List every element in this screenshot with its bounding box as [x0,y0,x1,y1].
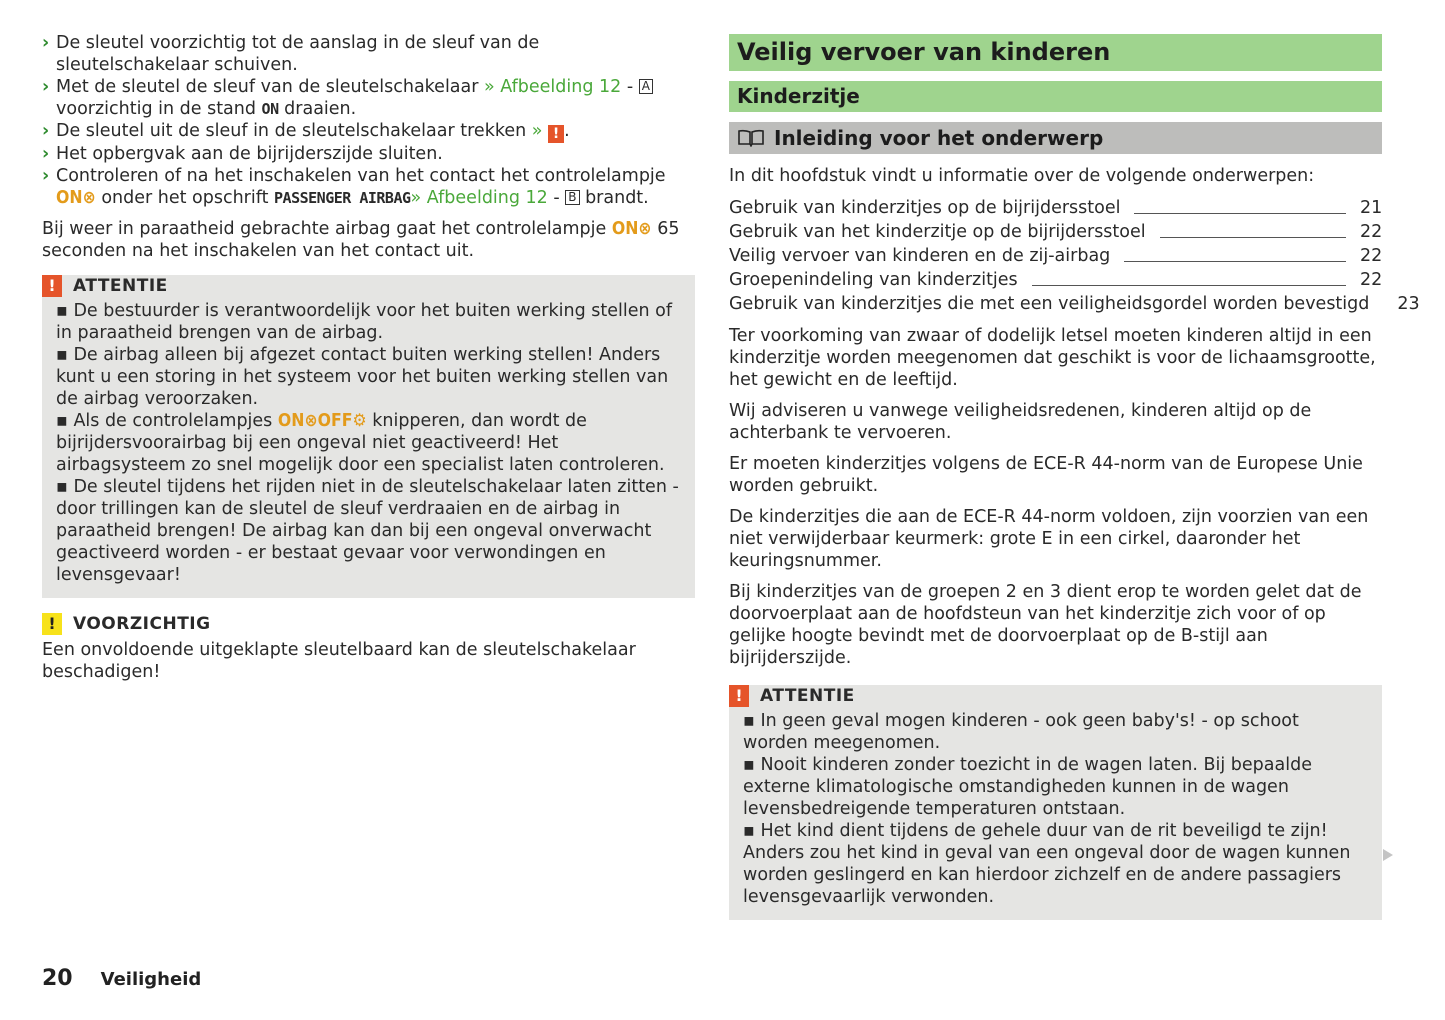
airbag-symbol-icon: ⊗ [638,219,652,239]
warning-item: ▪ De bestuurder is verantwoordelijk voor het buiten werking stellen of in paraatheid brengen van de airbag. [56,301,673,343]
figure-label-box: B [565,190,579,205]
body-paragraph: De kinderzitjes die aan de ECE-R 44-norm voldoen, zijn voorzien van een niet verwijderbaar keurmerk: grote E in een cirkel, daaronder het keuringsnummer. [729,507,1369,571]
page-number: 20 [42,966,73,991]
toc-row[interactable]: Veilig vervoer van kinderen en de zij-airbag 22 [729,246,1383,266]
chevron-right-icon: › [42,77,50,97]
passenger-airbag-label: PASSENGER AIRBAG [274,189,411,207]
airbag-symbol-icon: ⊗ [304,411,318,431]
chevron-right-icon: › [42,166,50,186]
left-column [42,32,695,683]
toc-row[interactable]: Groepenindeling van kinderzitjes 22 [729,270,1383,290]
section-heading: Kinderzitje [729,81,1382,112]
airbag-on-indicator-icon: ON [56,188,83,208]
warning-icon: ! [729,685,749,707]
figure-link[interactable]: » Afbeelding 12 [484,77,622,97]
section-name: Veiligheid [100,969,202,990]
warning-title: ATTENTIE [73,276,168,296]
warning-title: ATTENTIE [760,686,855,706]
toc-row[interactable]: Gebruik van kinderzitjes op de bijrijdersstoel 21 [729,198,1383,218]
right-column [729,34,1420,920]
body-paragraph: Wij adviseren u vanwege veiligheidsredenen, kinderen altijd op de achterbank te vervoeren. [729,401,1312,443]
toc-row[interactable]: Gebruik van kinderzitjes die met een veiligheidsgordel worden bevestigd 23 [729,294,1420,314]
topic-list [729,196,1420,316]
step-4: › Het opbergvak aan de bijrijderszijde sluiten. [42,144,443,164]
step-3: › De sleutel uit de sleuf in de sleutelschakelaar trekken » ! . [42,121,570,142]
airbag-symbol-icon: ⊗ [82,188,96,208]
topic-heading: Inleiding voor het onderwerp [729,122,1382,154]
warning-header [42,275,681,297]
warning-icon: ! [42,275,62,297]
step-2: › Met de sleutel de sleuf van de sleutelschakelaar » Afbeelding 12 - A voorzichtig in de stand ON draaien. [42,76,695,120]
warning-item: ▪ De airbag alleen bij afgezet contact buiten werking stellen! Anders kunt u een storing in het systeem voor het buiten werking stellen van de airbag veroorzaken. [56,345,669,409]
warning-header [729,685,1368,707]
warning-link[interactable]: » [531,121,543,141]
chevron-right-icon: › [42,33,50,53]
caution-text: Een onvoldoende uitgeklapte sleutelbaard kan de sleutelschakelaar beschadigen! [42,640,636,682]
warning-item: ▪ De sleutel tijdens het rijden niet in de sleutelschakelaar laten zitten - door trillingen kan de sleutel de sleuf verdraaien en de airbag in paraatheid brengen! De airbag kan dan bij een ongeval onverwacht geactiveerd worden - er bestaat gevaar voor verwondingen en levensgevaar! [56,477,679,585]
on-indicator: ON [261,100,279,118]
body-paragraph: Bij kinderzitjes van de groepen 2 en 3 dient erop te worden gelet dat de doorvoerplaat aan de hoofdsteun van het kinderzitje zich voor of op gelijke hoogte bevindt met de doorvoerplaat op de B-stijl aan bijrijderszijde. [729,582,1362,668]
caution-icon: ! [42,613,62,635]
warning-box [729,685,1382,920]
warning-box [42,275,695,598]
figure-label-box: A [639,79,653,94]
figure-link[interactable]: » Afbeelding 12 [410,188,548,208]
toc-row[interactable]: Gebruik van het kinderzitje op de bijrijdersstoel 22 [729,222,1383,242]
body-paragraph: Bij weer in paraatheid gebrachte airbag gaat het controlelampje ON⊗ 65 seconden na het inschakelen van het contact uit. [42,219,680,261]
warning-item: ▪ Het kind dient tijdens de gehele duur van de rit beveiligd te zijn! Anders zou het kind in geval van een ongeval door de wagen kunnen worden geslingerd en kan hierdoor zichzelf en de andere passagiers levensgevaarlijk verwonden. [743,821,1351,907]
airbag-off-indicator-icon: OFF [317,411,353,431]
intro-text: In dit hoofdstuk vindt u informatie over de volgende onderwerpen: [729,166,1315,186]
airbag-on-indicator-icon: ON [611,219,639,239]
page-footer [42,966,201,991]
airbag-on-indicator-icon: ON [277,411,305,431]
body-paragraph: Ter voorkoming van zwaar of dodelijk letsel moeten kinderen altijd in een kinderzitje worden meegenomen dat geschikt is voor de lichaamsgrootte, het gewicht en de leeftijd. [729,326,1376,390]
caution-header [42,613,695,635]
step-5: › Controleren of na het inschakelen van het contact het controlelampje ON⊗ onder het opschrift PASSENGER AIRBAG» Afbeelding 12 - B brandt. [42,166,666,208]
chevron-right-icon: › [42,144,50,164]
caution-title: VOORZICHTIG [73,614,211,634]
airbag-off-symbol-icon: ⚙ [352,411,367,431]
open-book-icon [737,129,765,147]
warning-item: ▪ Nooit kinderen zonder toezicht in de wagen laten. Bij bepaalde externe klimatologische omstandigheden kunnen in de wagen levensbedreigende temperaturen ontstaan. [743,755,1312,819]
chapter-heading: Veilig vervoer van kinderen [729,34,1382,71]
warning-icon: ! [548,125,564,143]
continue-arrow-icon [1383,849,1393,861]
body-paragraph: Er moeten kinderzitjes volgens de ECE-R 44-norm van de Europese Unie worden gebruikt. [729,454,1363,496]
warning-item: ▪ In geen geval mogen kinderen - ook geen baby's! - op schoot worden meegenomen. [743,711,1299,753]
warning-item: ▪ Als de controlelampjes ON⊗OFF⚙ knipperen, dan wordt de bijrijdersvoorairbag bij een ongeval niet geactiveerd! Het airbagsysteem zo snel mogelijk door een specialist laten controleren. [56,411,665,475]
chevron-right-icon: › [42,121,50,141]
step-1: › De sleutel voorzichtig tot de aanslag in de sleuf van de sleutelschakelaar schuiven. [42,33,540,75]
instruction-steps [42,32,695,209]
